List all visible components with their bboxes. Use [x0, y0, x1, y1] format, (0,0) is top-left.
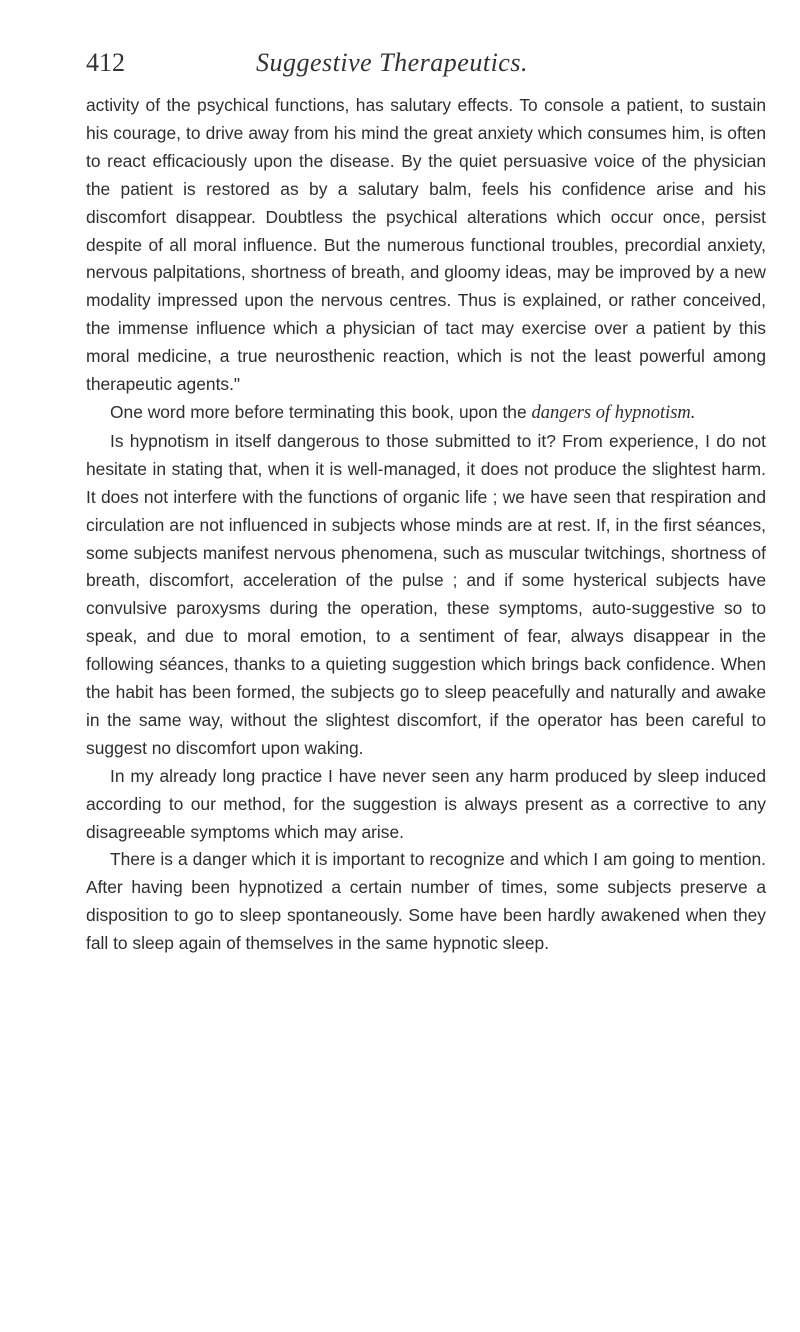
running-head	[86, 48, 766, 90]
book-page	[86, 48, 766, 958]
page-number: 412	[86, 48, 125, 77]
paragraph-2-text: One word more before terminating this book, upon the	[110, 401, 532, 422]
running-title: Suggestive Therapeutics.	[256, 48, 528, 77]
paragraph-1: activity of the psychical functions, has salutary effects. To console a patient, to sustain his courage, to drive away from his mind the great anxiety which consumes him, is often to react efficaciously upon the disease. By the quiet persuasive voice of the physician the patient is restored as by a salutary balm, feels his confidence arise and his discomfort disappear. Doubtless the psychical alterations which occur once, persist despite of all moral influence. But the numerous functional troubles, precordial anxiety, nervous palpitations, shortness of breath, and gloomy ideas, may be improved by a new modality impressed upon the nervous centres. Thus is explained, or rather conceived, the immense influence which a physician of tact may exercise over a patient by this moral medicine, a true neurosthenic reaction, which is not the least powerful among therapeutic agents."	[86, 95, 766, 395]
paragraph-2	[86, 399, 766, 428]
paragraph-5: There is a danger which it is important to recognize and which I am going to mention. After having been hypnotized a certain number of times, some subjects preserve a disposition to go to sleep spontaneously. Some have been hardly awakened when they fall to sleep again of themselves in the same hypnotic sleep.	[86, 849, 766, 954]
paragraph-3: Is hypnotism in itself dangerous to those submitted to it? From experience, I do not hesitate in stating that, when it is well-managed, it does not produce the slightest harm. It does not interfere with the functions of organic life ; we have seen that respiration and circulation are not influenced in subjects whose minds are at rest. If, in the first séances, some subjects manifest nervous phenomena, such as muscular twitchings, shortness of breath, discomfort, acceleration of the pulse ; and if some hysterical subjects have convulsive paroxysms during the operation, these symptoms, auto-suggestive so to speak, and due to moral emotion, to a sentiment of fear, always disappear in the following séances, thanks to a quieting suggestion which brings back confidence. When the habit has been formed, the subjects go to sleep peacefully and naturally and awake in the same way, without the slightest discomfort, if the operator has been careful to suggest no discomfort upon waking.	[86, 430, 766, 758]
paragraph-4: In my already long practice I have never seen any harm produced by sleep induced according to our method, for the suggestion is always present as a corrective to any disagreeable symptoms which may arise.	[86, 765, 766, 842]
body-text	[86, 92, 766, 958]
paragraph-2-emphasis: dangers of hypnotism.	[531, 402, 696, 423]
